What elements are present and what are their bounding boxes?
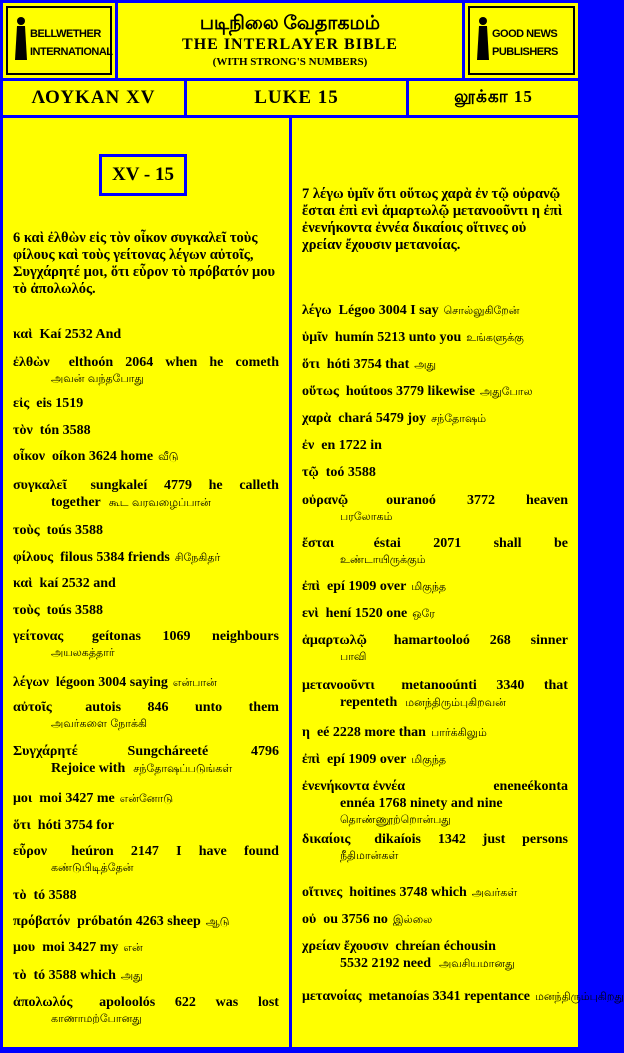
word-entry bbox=[13, 967, 279, 984]
gloss-token: heaven bbox=[526, 493, 568, 508]
greek-word: τοὺς bbox=[13, 523, 40, 538]
book-greek: ΛΟΥΚΑΝ XV bbox=[3, 81, 184, 115]
greek-word: μου bbox=[13, 940, 36, 955]
greek-word: μοι bbox=[13, 791, 33, 806]
word-entry bbox=[302, 988, 624, 1005]
left-logo-line2: INTERNATIONAL bbox=[30, 46, 113, 58]
word-entry-line bbox=[13, 522, 279, 539]
greek-word: καὶ bbox=[13, 327, 33, 342]
greek-word: τὸν bbox=[13, 423, 33, 438]
word-entry-line bbox=[13, 967, 279, 984]
transliteration-gloss: chará 5479 joy bbox=[338, 411, 427, 426]
gloss-token: 268 bbox=[489, 633, 511, 648]
word-entry-line bbox=[302, 535, 568, 552]
word-entry bbox=[13, 602, 279, 619]
word-entry-line bbox=[13, 674, 279, 691]
greek-word: Συγχάρητέ bbox=[13, 744, 78, 759]
word-entry-line bbox=[13, 494, 279, 511]
gloss-token: geítonas bbox=[91, 629, 141, 644]
greek-word: ἐπὶ bbox=[302, 579, 320, 594]
word-entry bbox=[302, 938, 568, 972]
transliteration-gloss: tón 3588 bbox=[39, 423, 91, 438]
book-tamil: லூக்கா 15 bbox=[409, 81, 578, 115]
word-entry-line bbox=[302, 578, 568, 595]
gloss-token: 846 bbox=[147, 700, 169, 715]
word-entry bbox=[13, 575, 279, 592]
gloss-continued: ennéa 1768 ninety and nine bbox=[340, 796, 503, 811]
figure-icon bbox=[476, 16, 490, 62]
gloss-token: ouranoó bbox=[386, 493, 436, 508]
transliteration-gloss: tó 3588 bbox=[33, 888, 77, 903]
title-panel bbox=[118, 3, 462, 78]
word-entry-line bbox=[13, 575, 279, 592]
word-entry bbox=[13, 790, 279, 807]
figure-icon bbox=[14, 16, 28, 62]
gloss-continued: 5532 2192 need bbox=[340, 956, 431, 971]
tamil-gloss: பாவி bbox=[340, 650, 367, 663]
transliteration-gloss: ou 3756 no bbox=[323, 912, 388, 927]
word-entry bbox=[302, 302, 568, 319]
greek-word: ἀπολωλός bbox=[13, 995, 73, 1010]
word-entry bbox=[13, 549, 279, 566]
gloss-token: 622 bbox=[174, 995, 196, 1010]
word-entry-line bbox=[13, 628, 279, 645]
greek-word: οἵτινες bbox=[302, 885, 343, 900]
gloss-token: éstai bbox=[373, 536, 401, 551]
gloss-token: metanooúnti bbox=[401, 678, 477, 693]
tamil-gloss: அயலகத்தார் bbox=[51, 646, 115, 659]
transliteration-gloss: humín 5213 unto you bbox=[334, 330, 462, 345]
gloss-token: that bbox=[543, 678, 568, 693]
word-entry-line bbox=[302, 831, 568, 848]
word-entry-line bbox=[302, 778, 568, 795]
tamil-gloss: என்பான் bbox=[172, 676, 217, 689]
greek-word: ὅτι bbox=[13, 818, 31, 833]
word-entry-line bbox=[13, 913, 279, 930]
word-entry-line bbox=[302, 751, 568, 768]
greek-word: ἐνενήκοντα ἐννέα bbox=[302, 779, 406, 794]
word-entry bbox=[13, 887, 279, 904]
gloss-token: autois bbox=[85, 700, 122, 715]
word-entry-line bbox=[302, 632, 568, 649]
gloss-token: just bbox=[482, 832, 506, 847]
transliteration-gloss: légoon 3004 saying bbox=[55, 675, 168, 690]
word-entry-line bbox=[13, 448, 279, 465]
gloss-token: sinner bbox=[530, 633, 568, 648]
word-entry-line bbox=[302, 492, 568, 509]
greek-word: ἐν bbox=[302, 438, 315, 453]
transliteration-gloss: oíkon 3624 home bbox=[51, 449, 154, 464]
word-entry bbox=[302, 578, 568, 595]
word-entry-line bbox=[302, 795, 568, 812]
word-entry-line bbox=[302, 383, 568, 400]
right-column bbox=[292, 118, 624, 1047]
gloss-token: he bbox=[209, 355, 224, 370]
tamil-gloss: சந்தோஷம் bbox=[431, 412, 487, 425]
word-entry bbox=[302, 329, 568, 346]
word-entry-line bbox=[302, 724, 568, 741]
word-entry bbox=[302, 492, 568, 524]
word-entry-line bbox=[302, 884, 568, 901]
tamil-gloss: மிகுந்த bbox=[411, 580, 447, 593]
word-entry-line bbox=[13, 939, 279, 956]
greek-word: ενὶ bbox=[302, 606, 319, 621]
word-entry-line bbox=[302, 605, 568, 622]
gloss-token: hamartooloó bbox=[393, 633, 470, 648]
greek-word: καὶ bbox=[13, 576, 33, 591]
word-entry bbox=[13, 674, 279, 691]
greek-word: ἁμαρτωλῷ bbox=[302, 633, 367, 648]
tamil-gloss: இல்லை bbox=[392, 913, 433, 926]
transliteration-gloss: hóti 3754 for bbox=[37, 818, 115, 833]
tamil-gloss: அது bbox=[120, 969, 143, 982]
gloss-token: 3772 bbox=[466, 493, 495, 508]
word-entry-line bbox=[302, 988, 624, 1005]
tamil-gloss: உங்களுக்கு bbox=[466, 331, 524, 344]
transliteration-gloss: chreían échousin bbox=[395, 939, 496, 954]
transliteration-gloss: moi 3427 me bbox=[39, 791, 115, 806]
gloss-token: elthoón bbox=[68, 355, 114, 370]
gloss-token: 1342 bbox=[437, 832, 466, 847]
word-entry bbox=[302, 605, 568, 622]
left-column bbox=[3, 118, 289, 1047]
transliteration-gloss: metanoías 3341 repentance bbox=[368, 989, 530, 1004]
left-logo-panel bbox=[3, 3, 115, 78]
gloss-token: calleth bbox=[239, 478, 279, 493]
word-entry bbox=[302, 778, 568, 827]
word-entry-line bbox=[302, 911, 568, 928]
greek-word: οὐρανῷ bbox=[302, 493, 349, 508]
greek-word: τὸ bbox=[13, 968, 27, 983]
transliteration-gloss: epí 1909 over bbox=[327, 579, 407, 594]
gloss-token: cometh bbox=[235, 355, 279, 370]
transliteration-gloss: en 1722 in bbox=[321, 438, 382, 453]
greek-word: οἶκον bbox=[13, 449, 45, 464]
word-entry bbox=[13, 994, 279, 1026]
greek-word: μετανοίας bbox=[302, 989, 362, 1004]
transliteration-gloss: eis 1519 bbox=[36, 396, 84, 411]
word-entry bbox=[302, 911, 568, 928]
word-entry bbox=[13, 939, 279, 956]
greek-word: η bbox=[302, 725, 310, 740]
word-entry-line bbox=[13, 743, 279, 760]
word-entry-line bbox=[13, 395, 279, 412]
tamil-gloss: என் bbox=[123, 941, 143, 954]
word-entry bbox=[13, 913, 279, 930]
gloss-token: unto bbox=[194, 700, 223, 715]
left-word-list bbox=[13, 118, 279, 1047]
word-entry-line bbox=[13, 843, 279, 860]
tamil-gloss: அவசியமானது bbox=[439, 957, 515, 970]
greek-word: εἰς bbox=[13, 396, 30, 411]
greek-word: μετανοοῦντι bbox=[302, 678, 375, 693]
word-entry bbox=[13, 395, 279, 412]
word-entry bbox=[302, 831, 568, 863]
word-entry-line bbox=[13, 699, 279, 716]
transliteration-gloss: próbatón 4263 sheep bbox=[77, 914, 201, 929]
greek-word: λέγων bbox=[13, 675, 49, 690]
word-entry-line bbox=[302, 694, 568, 711]
tamil-gloss: உண்டாயிருக்கும் bbox=[340, 553, 426, 566]
gloss-token: dikaíois bbox=[374, 832, 421, 847]
tamil-gloss: மனந்திரும்புகிறவன் bbox=[405, 696, 506, 709]
word-entry bbox=[13, 699, 279, 731]
transliteration-gloss: kaí 2532 and bbox=[39, 576, 116, 591]
greek-word: αὐτοῖς bbox=[13, 700, 52, 715]
book-english: LUKE 15 bbox=[187, 81, 406, 115]
right-logo-line2: PUBLISHERS bbox=[492, 46, 558, 58]
gloss-token: 2064 bbox=[125, 355, 154, 370]
word-entry bbox=[302, 632, 568, 664]
tamil-gloss: சிநேகிதர் bbox=[174, 551, 221, 564]
transliteration-gloss: hóti 3754 that bbox=[326, 357, 410, 372]
title-tamil: படிநிலை வேதாகமம் bbox=[199, 12, 381, 34]
verse-7-text: 7 λέγω ὑμῖν ὅτι οὕτως χαρὰ ἐν τῷ οὐρανῷ ἔσται ἐπὶ ενὶ ἁμαρτωλῷ μετανοοῦντι η ἐπὶ ἐνενήκοντα ἐννέα δικαίοις οἵτινες οὐ χρείαν ἔχουσιν μετανοίας. bbox=[302, 186, 563, 253]
greek-word: ἐλθὼν bbox=[13, 355, 50, 370]
word-entry-line bbox=[302, 955, 568, 972]
right-logo-panel bbox=[465, 3, 578, 78]
transliteration-gloss: filous 5384 friends bbox=[60, 550, 170, 565]
word-entry bbox=[13, 743, 279, 777]
title-subtitle: (WITH STRONG'S NUMBERS) bbox=[212, 55, 368, 68]
left-logo-line1: BELLWETHER bbox=[30, 28, 101, 40]
transliteration-gloss: epí 1909 over bbox=[327, 752, 407, 767]
gloss-token: I bbox=[176, 844, 182, 859]
word-entry-line bbox=[13, 549, 279, 566]
greek-word: οὕτως bbox=[302, 384, 339, 399]
word-entry-line bbox=[302, 677, 568, 694]
gloss-continued: together bbox=[51, 495, 101, 510]
transliteration-gloss: moi 3427 my bbox=[42, 940, 119, 955]
greek-word: χρείαν ἔχουσιν bbox=[302, 939, 389, 954]
tamil-gloss: பரலோகம் bbox=[340, 510, 393, 523]
word-entry bbox=[302, 884, 568, 901]
word-entry-line bbox=[13, 354, 279, 371]
gloss-token: neighbours bbox=[212, 629, 279, 644]
gloss-token: 2147 bbox=[130, 844, 159, 859]
gloss-token: eneneékonta bbox=[493, 779, 568, 794]
tamil-gloss: சொல்லுகிறேன் bbox=[443, 304, 520, 317]
transliteration-gloss: Kaí 2532 And bbox=[39, 327, 122, 342]
word-entry bbox=[13, 817, 279, 834]
right-logo-line1: GOOD NEWS bbox=[492, 28, 558, 40]
tamil-gloss: அவர்கள் bbox=[471, 886, 518, 899]
gloss-token: 3340 bbox=[496, 678, 525, 693]
tamil-gloss: பார்க்கிலும் bbox=[430, 726, 487, 739]
greek-word: οὐ bbox=[302, 912, 317, 927]
tamil-gloss: ஆடு bbox=[205, 915, 230, 928]
gloss-continued: Rejoice with bbox=[51, 761, 126, 776]
word-entry bbox=[302, 724, 568, 741]
word-entry-line bbox=[13, 602, 279, 619]
transliteration-gloss: toús 3588 bbox=[46, 603, 104, 618]
gloss-token: 4796 bbox=[250, 744, 279, 759]
tamil-gloss: வீடு bbox=[158, 450, 179, 463]
transliteration-gloss: toús 3588 bbox=[46, 523, 104, 538]
word-entry-line bbox=[13, 994, 279, 1011]
word-entry-line bbox=[302, 437, 568, 454]
gloss-token: have bbox=[198, 844, 227, 859]
title-english: THE INTERLAYER BIBLE bbox=[182, 35, 398, 53]
gloss-token: sungkaleí bbox=[90, 478, 148, 493]
gloss-token: shall bbox=[493, 536, 522, 551]
tamil-gloss: மனந்திரும்புகிறது bbox=[535, 990, 624, 1003]
verse-6-text: 6 καὶ ἐλθὼν εἰς τὸν οἶκον συγκαλεῖ τοὺς φίλους καὶ τοὺς γείτονας λέγων αὐτοῖς, Συγχάρητέ μοι, ὅτι εὗρον τὸ πρόβατόν μου τὸ ἀπολωλός. bbox=[13, 230, 276, 297]
greek-word: φίλους bbox=[13, 550, 54, 565]
greek-word: συγκαλεῖ bbox=[13, 478, 67, 493]
tamil-gloss: கண்டுபிடித்தேன் bbox=[51, 861, 134, 874]
gloss-token: found bbox=[243, 844, 279, 859]
transliteration-gloss: eé 2228 more than bbox=[316, 725, 426, 740]
word-entry-line bbox=[302, 329, 568, 346]
greek-word: δικαίοις bbox=[302, 832, 351, 847]
word-entry bbox=[13, 628, 279, 660]
word-entry-line bbox=[13, 790, 279, 807]
transliteration-gloss: hoútoos 3779 likewise bbox=[345, 384, 475, 399]
greek-word: γείτονας bbox=[13, 629, 64, 644]
greek-word: πρόβατόν bbox=[13, 914, 71, 929]
tamil-gloss: அதுபோல bbox=[479, 385, 533, 398]
gloss-token: them bbox=[248, 700, 279, 715]
word-entry bbox=[13, 477, 279, 511]
word-entry bbox=[13, 522, 279, 539]
gloss-token: 4779 bbox=[163, 478, 192, 493]
word-entry bbox=[13, 326, 279, 343]
word-entry bbox=[302, 464, 568, 481]
gloss-token: lost bbox=[257, 995, 279, 1010]
tamil-gloss: ஒரே bbox=[412, 607, 435, 620]
tamil-gloss: மிகுந்த bbox=[411, 753, 447, 766]
word-entry-line bbox=[13, 477, 279, 494]
tamil-gloss: காணாமற்போனது bbox=[51, 1012, 142, 1025]
word-entry bbox=[13, 354, 279, 386]
word-entry bbox=[302, 677, 568, 711]
tamil-gloss: நீதிமான்கள் bbox=[340, 849, 399, 862]
tamil-gloss: அவன் வந்தபோது bbox=[51, 372, 144, 385]
greek-word: τῷ bbox=[302, 465, 319, 480]
word-entry-line bbox=[13, 326, 279, 343]
word-entry-line bbox=[13, 887, 279, 904]
tamil-gloss: என்னோடு bbox=[119, 792, 174, 805]
greek-word: ὅτι bbox=[302, 357, 320, 372]
gloss-token: when bbox=[165, 355, 198, 370]
transliteration-gloss: Légoo 3004 I say bbox=[338, 303, 439, 318]
gloss-token: apoloolós bbox=[99, 995, 156, 1010]
bellwether-logo bbox=[6, 6, 112, 75]
tamil-gloss: அவர்களை நோக்கி bbox=[51, 717, 148, 730]
gloss-continued: repenteth bbox=[340, 695, 398, 710]
gloss-token: was bbox=[215, 995, 239, 1010]
word-entry bbox=[13, 422, 279, 439]
gloss-token: 2071 bbox=[433, 536, 462, 551]
word-entry bbox=[302, 410, 568, 427]
word-entry-line bbox=[302, 356, 568, 373]
greek-word: ὑμῖν bbox=[302, 330, 328, 345]
word-entry bbox=[302, 356, 568, 373]
greek-word: τὸ bbox=[13, 888, 27, 903]
transliteration-gloss: hoitines 3748 which bbox=[349, 885, 467, 900]
word-entry-line bbox=[302, 302, 568, 319]
greek-word: ἔσται bbox=[302, 536, 335, 551]
word-entry bbox=[13, 843, 279, 875]
word-entry bbox=[302, 535, 568, 567]
transliteration-gloss: tó 3588 which bbox=[33, 968, 116, 983]
gloss-token: persons bbox=[522, 832, 568, 847]
tamil-gloss: கூட வரவழைப்பான் bbox=[108, 496, 211, 509]
gloss-token: Sungcháreeté bbox=[127, 744, 209, 759]
right-word-list bbox=[302, 118, 624, 1047]
word-entry bbox=[302, 383, 568, 400]
transliteration-gloss: toó 3588 bbox=[325, 465, 376, 480]
tamil-gloss: சந்தோஷப்படுங்கள் bbox=[133, 762, 233, 775]
gloss-token: be bbox=[553, 536, 568, 551]
chapter-box: XV - 15 bbox=[99, 154, 187, 196]
greek-word: εὗρον bbox=[13, 844, 47, 859]
gloss-token: heúron bbox=[71, 844, 114, 859]
word-entry-line bbox=[13, 817, 279, 834]
gloss-token: 1069 bbox=[162, 629, 191, 644]
tamil-gloss: அது bbox=[414, 358, 437, 371]
word-entry bbox=[13, 448, 279, 465]
greek-word: τοὺς bbox=[13, 603, 40, 618]
greek-word: χαρὰ bbox=[302, 411, 332, 426]
word-entry-line bbox=[13, 422, 279, 439]
transliteration-gloss: hení 1520 one bbox=[325, 606, 408, 621]
word-entry-line bbox=[302, 938, 568, 955]
word-entry-line bbox=[13, 760, 279, 777]
word-entry-line bbox=[302, 410, 568, 427]
greek-word: λέγω bbox=[302, 303, 332, 318]
tamil-gloss: தொண்ணூற்றொன்பது bbox=[340, 813, 451, 826]
word-entry bbox=[302, 751, 568, 768]
good-news-logo bbox=[468, 6, 575, 75]
gloss-token: he bbox=[208, 478, 223, 493]
word-entry-line bbox=[302, 464, 568, 481]
word-entry bbox=[302, 437, 568, 454]
greek-word: ἐπὶ bbox=[302, 752, 320, 767]
